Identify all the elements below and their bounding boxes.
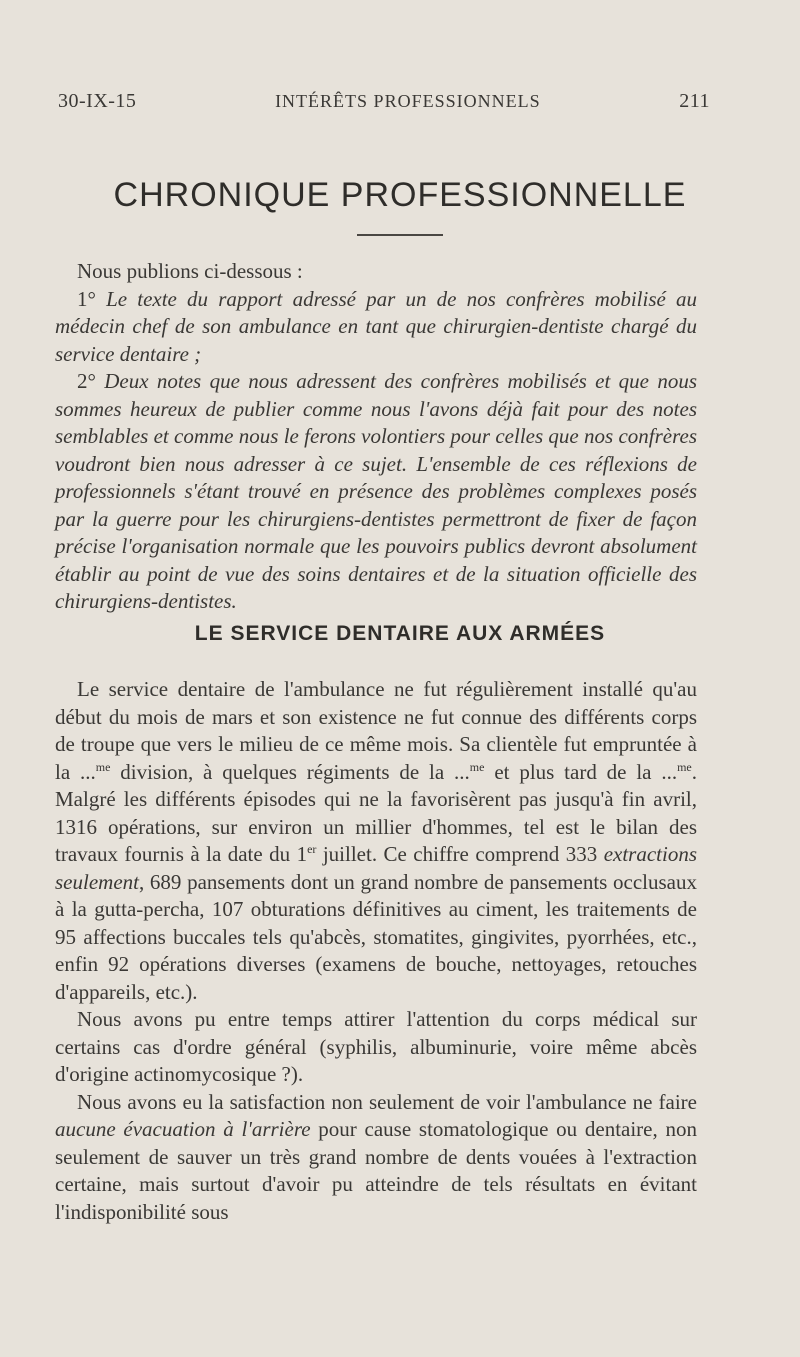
paragraph-3 [55,1089,697,1227]
running-title: INTÉRÊTS PROFESSIONNELS [275,91,541,111]
p1-sup-4: er [307,842,317,856]
section-title: LE SERVICE DENTAIRE AUX ARMÉES [194,622,606,645]
p3-text-a: Nous avons eu la satisfaction non seulement de voir l'ambulance ne faire [77,1089,697,1114]
item-2-number: 2° [77,369,96,393]
page-title: CHRONIQUE PROFESSIONNELLE [113,176,687,214]
intro-item-1 [55,286,697,369]
article-body [55,676,697,1226]
title-rule [357,234,443,236]
p3-text-b: pour cause stomatologique ou dentaire, non seulement de sauver un très grand nombre de dents vouées à l'extraction certaine, mais surtout d'avoir pu atteindre de tels résultats en évitant l'indisponibilité sous [55,1117,697,1224]
running-header [58,90,710,113]
item-1-text: Le texte du rapport adressé par un de nos confrères mobilisé au médecin chef de son ambulance en tant que chirurgien-dentiste chargé du service dentaire ; [55,286,697,366]
p1-sup-2: me [469,759,485,774]
p1-text-c: et plus tard de la ... [484,759,678,784]
item-2-text: Deux notes que nous adressent des confrères mobilisés et que nous sommes heureux de publier comme nous l'avons déjà fait pour des notes semblables et comme nous le ferons volontiers pour celles que nos confrères voudront bien nous adresser à ce sujet. L'ensemble de ces réflexions de professionnels s'étant trouvé en présence des problèmes complexes posés par la guerre pour les chirurgiens-dentistes permettront de fixer de façon précise l'organisation normale que les pouvoirs publics devront absolument établir au point de vue des soins dentaires et de la situation officielle des chirurgiens-dentistes. [55,369,697,613]
paragraph-1 [55,676,697,1006]
intro-item-2 [55,368,697,616]
intro-block [55,258,697,616]
p3-emphasis: aucune évacuation à l'arrière [55,1117,311,1141]
intro-lead: Nous publions ci-dessous : [77,259,303,283]
p1-sup-3: me [677,759,692,774]
p1-text-a: Le service dentaire de l'ambulance ne fut régulièrement installé qu'au début du mois de mars et son existence ne fut connue des différents corps de troupe que vers le milieu de ce même mois. Sa clientèle fut empruntée à la ... [55,677,697,784]
page-number: 211 [679,90,710,112]
item-1-number: 1° [77,286,96,311]
p1-text-f: , 689 pansements dont un grand nombre de pansements occlusaux à la gutta-percha, 107 obturations définitives au ciment, les traitements de 95 affections buccales tels qu'abcès, stomatites, gingivites, pyorrhées, etc., enfin 92 opérations diverses (examens de bouche, nettoyages, retouches d'appareils, etc.). [55,869,697,1004]
p1-sup-1: me [95,759,111,774]
paragraph-2: Nous avons pu entre temps attirer l'attention du corps médical sur certains cas d'ordre général (syphilis, albuminurie, voire même abcès d'origine actinomycosique ?). [55,1007,697,1086]
p1-text-e: juillet. Ce chiffre comprend 333 [316,842,604,866]
header-date: 30-IX-15 [58,90,137,112]
p1-text-d: . Malgré les différents épisodes qui ne la favorisèrent pas jusqu'à fin avril, 1316 opérations, sur environ un millier d'hommes, tel est le bilan des travaux fournis à la date du 1 [55,759,698,866]
p1-emphasis: extractions seulement [55,842,697,894]
p1-text-b: division, à quelques régiments de la ... [110,759,470,784]
